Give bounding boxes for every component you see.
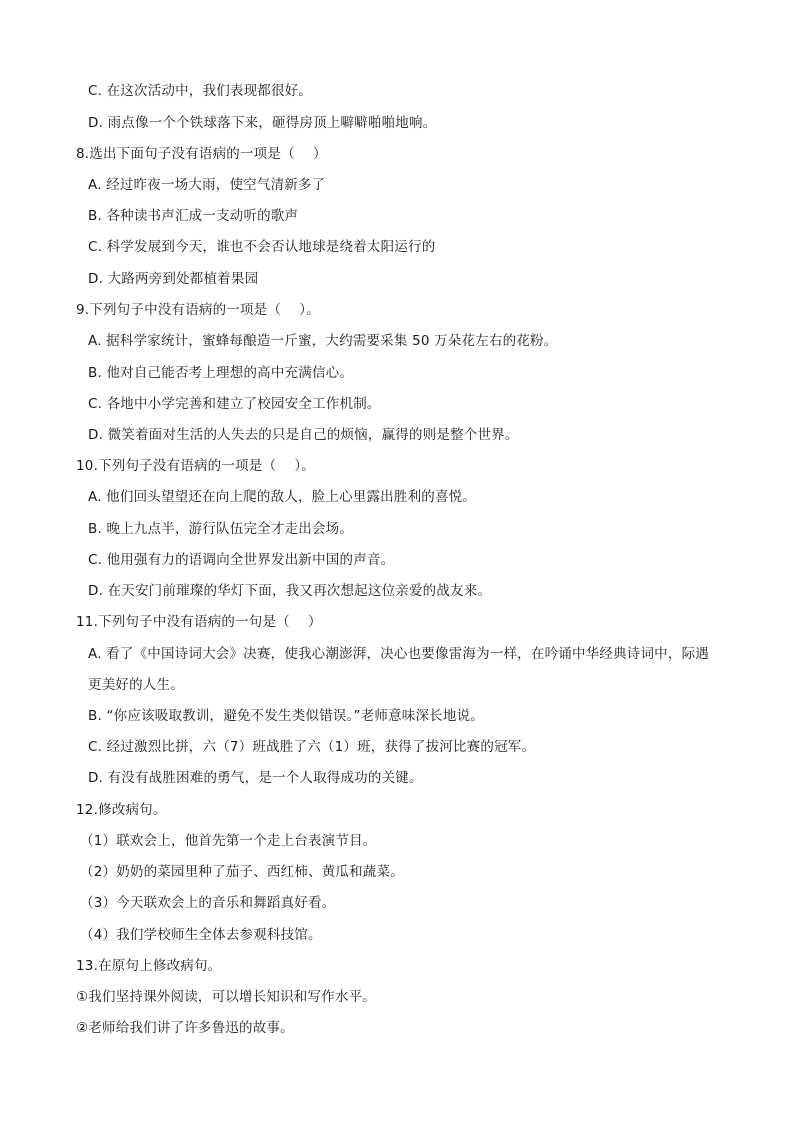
q11-option-d: D. 有没有战胜困难的勇气，是一个人取得成功的关键。: [88, 770, 423, 786]
q11-option-a-line1: A. 看了《中国诗词大会》决赛，使我心潮澎湃，决心也要像雷海为一样，在吟诵中华经典诗词中，际遇: [88, 646, 709, 662]
q7-option-c: C. 在这次活动中，我们表现都很好。: [88, 83, 313, 99]
q11-option-a-line2: 更美好的人生。: [88, 677, 184, 693]
q12-sentence-2: （2）奶奶的菜园里种了茄子、西红柿、黄瓜和蔬菜。: [80, 864, 404, 880]
q8-option-c: C. 科学发展到今天，谁也不会否认地球是绕着太阳运行的: [88, 239, 436, 255]
q11-stem: 11.下列句子中没有语病的一句是（ ）: [76, 614, 322, 630]
q9-option-d: D. 微笑着面对生活的人失去的只是自己的烦恼，赢得的则是整个世界。: [88, 427, 519, 443]
q10-option-d: D. 在天安门前璀璨的华灯下面，我又再次想起这位亲爱的战友来。: [88, 583, 492, 599]
q13-stem: 13.在原句上修改病句。: [76, 958, 222, 974]
q13-sentence-2: ②老师给我们讲了许多鲁迅的故事。: [76, 1020, 294, 1036]
q13-sentence-1: ①我们坚持课外阅读，可以增长知识和写作水平。: [76, 989, 377, 1005]
q9-stem: 9.下列句子中没有语病的一项是（ ）。: [76, 302, 320, 318]
q11-option-c: C. 经过激烈比拼，六（7）班战胜了六（1）班，获得了拔河比赛的冠军。: [88, 739, 536, 755]
q12-sentence-4: （4）我们学校师生全体去参观科技馆。: [80, 927, 322, 943]
q7-option-d: D. 雨点像一个个铁球落下来，砸得房顶上噼噼啪啪地响。: [88, 115, 437, 131]
q10-option-a: A. 他们回头望望还在向上爬的敌人，脸上心里露出胜利的喜悦。: [88, 489, 477, 505]
q9-option-b: B. 他对自己能否考上理想的高中充满信心。: [88, 365, 354, 381]
q12-sentence-3: （3）今天联欢会上的音乐和舞蹈真好看。: [80, 895, 336, 911]
q8-option-a: A. 经过昨夜一场大雨，使空气清新多了: [88, 177, 326, 193]
q8-option-b: B. 各种读书声汇成一支动听的歌声: [88, 208, 299, 224]
q8-option-d: D. 大路两旁到处都植着果园: [88, 271, 259, 287]
q10-stem: 10.下列句子没有语病的一项是（ ）。: [76, 458, 316, 474]
q10-option-c: C. 他用强有力的语调向全世界发出新中国的声音。: [88, 552, 395, 568]
q9-option-a: A. 据科学家统计，蜜蜂每酿造一斤蜜，大约需要采集 50 万朵花左右的花粉。: [88, 333, 558, 349]
q12-sentence-1: （1）联欢会上，他首先第一个走上台表演节目。: [80, 833, 377, 849]
q12-stem: 12.修改病句。: [76, 802, 167, 818]
q11-option-b: B. “你应该吸取教训，避免不发生类似错误。”老师意味深长地说。: [88, 708, 484, 724]
q9-option-c: C. 各地中小学完善和建立了校园安全工作机制。: [88, 396, 381, 412]
q8-stem: 8.选出下面句子没有语病的一项是（ ）: [76, 146, 327, 162]
q10-option-b: B. 晚上九点半，游行队伍完全才走出会场。: [88, 521, 354, 537]
